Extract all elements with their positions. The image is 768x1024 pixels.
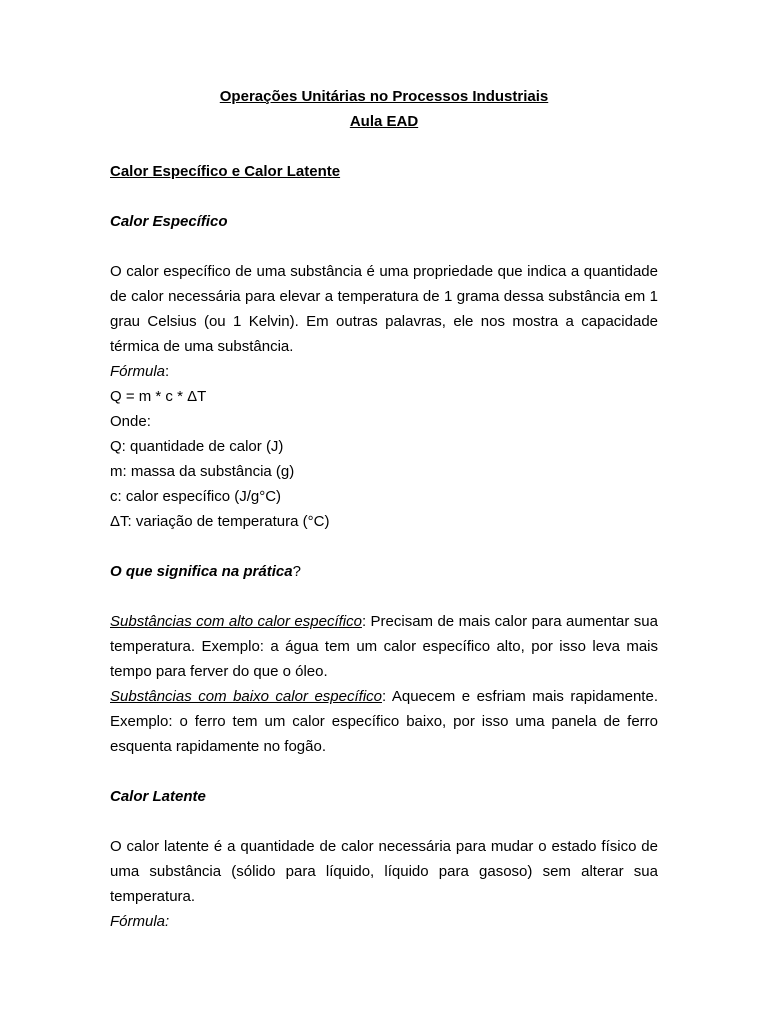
section-heading: Calor Específico e Calor Latente — [110, 163, 341, 180]
calor-latente-paragraph: O calor latente é a quantidade de calor necessária para mudar o estado físico de uma substância (sólido para líquido, líquido para gasoso) sem alterar sua temperatura. — [110, 838, 658, 905]
document-subtitle: Aula EAD — [349, 113, 419, 130]
baixo-calor-label: Substâncias com baixo calor específico — [110, 688, 382, 705]
document-title: Operações Unitárias no Processos Industriais — [219, 88, 549, 105]
pratica-heading-line — [110, 559, 658, 584]
formula: Q = m * c * ΔT — [110, 388, 207, 405]
calor-especifico-heading: Calor Específico — [110, 213, 228, 230]
formula-label: Fórmula — [110, 363, 166, 380]
alto-calor-paragraph — [110, 609, 658, 684]
pratica-heading: O que significa na prática — [110, 563, 293, 580]
variable-item: ΔT: variação de temperatura (°C) — [110, 513, 330, 530]
formula-colon: : — [165, 363, 170, 380]
baixo-calor-text: : Aquecem e esfriam mais rapidamente. Exemplo: o ferro tem um calor específico baixo, por isso uma panela de ferro esquenta rapidamente no fogão. — [110, 688, 658, 755]
variable-item: c: calor específico (J/g°C) — [110, 488, 282, 505]
variable-item: m: massa da substância (g) — [110, 463, 295, 480]
calor-latente-formula-label: Fórmula: — [110, 913, 170, 930]
pratica-heading-suffix: ? — [292, 563, 301, 580]
formula-line — [110, 359, 658, 384]
alto-calor-text: : Precisam de mais calor para aumentar sua temperatura. Exemplo: a água tem um calor específico alto, por isso leva mais tempo para ferver do que o óleo. — [110, 613, 658, 680]
calor-especifico-paragraph: O calor específico de uma substância é uma propriedade que indica a quantidade de calor necessária para elevar a temperatura de 1 grama dessa substância em 1 grau Celsius (ou 1 Kelvin). Em outras palavras, ele nos mostra a capacidade térmica de uma substância. — [110, 263, 658, 355]
baixo-calor-paragraph — [110, 684, 658, 759]
calor-latente-heading: Calor Latente — [110, 788, 206, 805]
variable-item: Q: quantidade de calor (J) — [110, 438, 284, 455]
alto-calor-label: Substâncias com alto calor específico — [110, 613, 362, 630]
onde-label: Onde: — [110, 413, 151, 430]
